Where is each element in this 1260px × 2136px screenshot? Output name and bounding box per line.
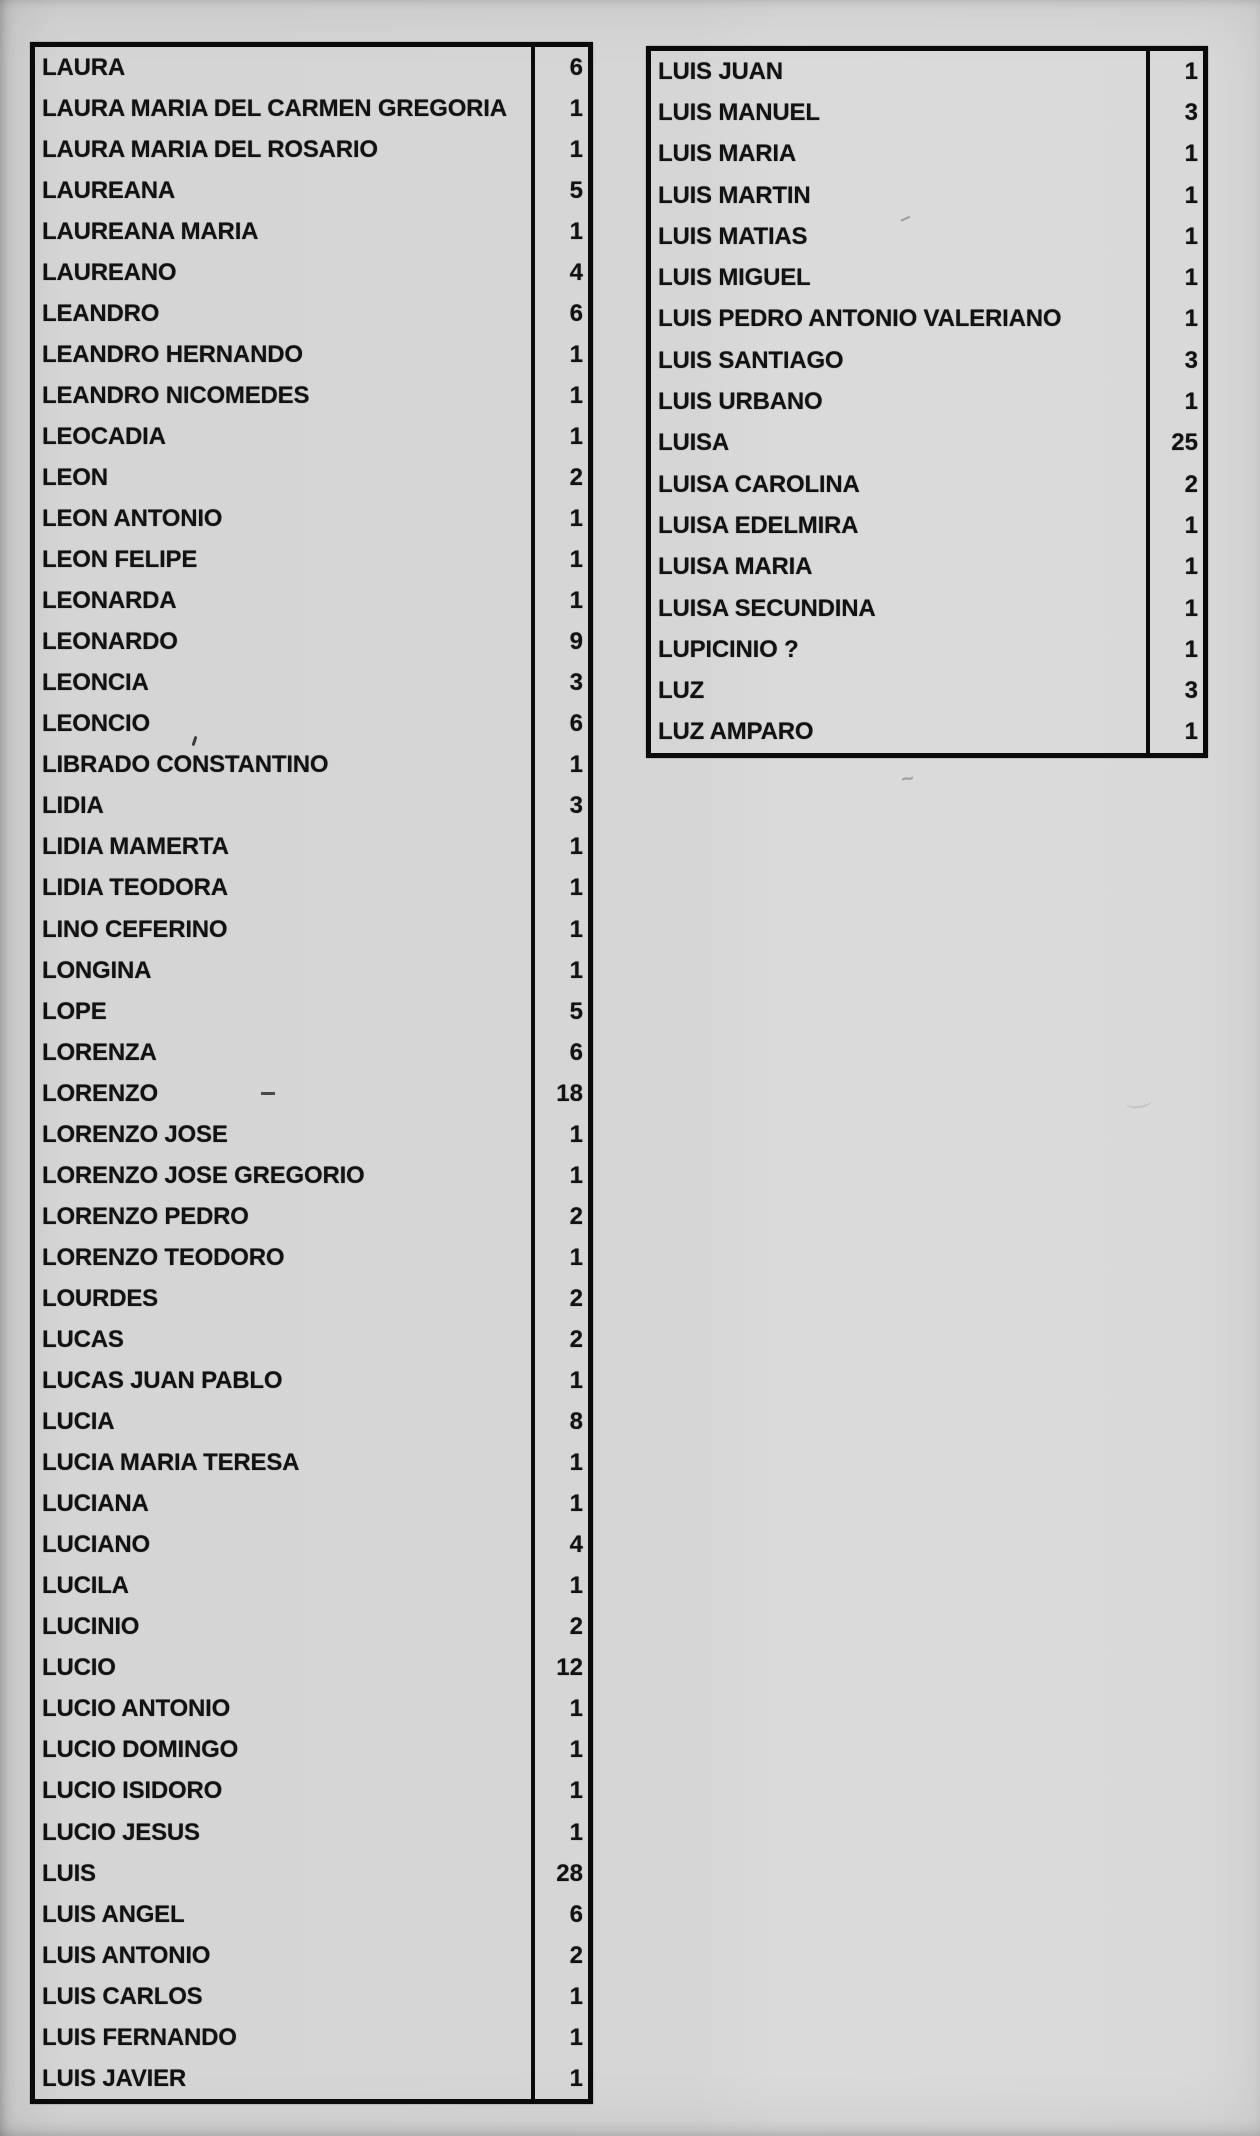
name-cell: LEON ANTONIO — [42, 505, 223, 533]
table-row — [35, 2017, 588, 2058]
count-cell: 1 — [1146, 381, 1203, 422]
count-cell: 2 — [531, 1196, 588, 1237]
count-cell: 6 — [531, 293, 588, 334]
name-cell: LUCIO ISIDORO — [42, 1777, 223, 1805]
table-row — [35, 1525, 588, 1566]
name-cell: LUIS ANGEL — [42, 1900, 185, 1928]
name-cell: LEONARDA — [42, 587, 177, 615]
table-row — [35, 1196, 588, 1237]
table-row — [651, 670, 1203, 711]
table-row — [35, 1278, 588, 1319]
count-cell: 1 — [531, 950, 588, 991]
table-row — [35, 1484, 588, 1525]
count-cell: 9 — [531, 622, 588, 663]
count-cell: 1 — [531, 334, 588, 375]
name-cell: LIDIA — [42, 792, 104, 820]
count-cell: 1 — [531, 581, 588, 622]
name-cell: LUIS URBANO — [658, 388, 823, 416]
count-cell: 1 — [531, 1730, 588, 1771]
count-cell: 1 — [531, 1443, 588, 1484]
table-row — [35, 704, 588, 745]
table-row — [35, 622, 588, 663]
name-cell: LUPICINIO ? — [658, 635, 799, 663]
name-cell: LEON FELIPE — [42, 546, 198, 574]
count-cell: 1 — [531, 540, 588, 581]
name-cell: LEANDRO — [42, 299, 160, 327]
table-row — [35, 416, 588, 457]
table-row — [35, 540, 588, 581]
count-cell: 1 — [531, 1237, 588, 1278]
count-cell: 1 — [1146, 588, 1203, 629]
table-row — [35, 1237, 588, 1278]
count-cell: 1 — [531, 2017, 588, 2058]
count-cell: 1 — [531, 1484, 588, 1525]
table-row — [651, 423, 1203, 464]
table-row — [35, 47, 588, 88]
name-count-table-left — [30, 42, 593, 2104]
table-row — [35, 1607, 588, 1648]
name-cell: LUCIO ANTONIO — [42, 1695, 231, 1723]
name-cell: LAUREANO — [42, 258, 177, 286]
count-cell: 3 — [1146, 340, 1203, 381]
table-row — [35, 1771, 588, 1812]
name-cell: LUCIANA — [42, 1490, 149, 1518]
count-cell: 1 — [531, 375, 588, 416]
name-cell: LUIS FERNANDO — [42, 2023, 237, 2051]
count-cell: 1 — [1146, 629, 1203, 670]
table-row — [35, 1648, 588, 1689]
table-row — [35, 950, 588, 991]
name-cell: LIDIA MAMERTA — [42, 833, 229, 861]
table-row — [35, 499, 588, 540]
table-row — [651, 51, 1203, 92]
name-cell: LOURDES — [42, 1284, 158, 1312]
count-cell: 5 — [531, 170, 588, 211]
name-cell: LEANDRO NICOMEDES — [42, 381, 310, 409]
table-row — [35, 663, 588, 704]
name-cell: LORENZO JOSE GREGORIO — [42, 1161, 365, 1189]
count-cell: 2 — [531, 1319, 588, 1360]
table-row — [35, 375, 588, 416]
name-cell: LUZ AMPARO — [658, 718, 814, 746]
table-row — [35, 293, 588, 334]
name-cell: LUISA SECUNDINA — [658, 594, 876, 622]
count-cell: 6 — [531, 47, 588, 88]
table-row — [651, 629, 1203, 670]
table-row — [35, 1730, 588, 1771]
name-cell: LEONARDO — [42, 628, 178, 656]
count-cell: 1 — [531, 1155, 588, 1196]
table-row — [35, 334, 588, 375]
name-cell: LUCIANO — [42, 1531, 150, 1559]
count-cell: 1 — [1146, 257, 1203, 298]
table-row — [35, 1032, 588, 1073]
count-cell: 1 — [531, 1771, 588, 1812]
count-cell: 1 — [531, 909, 588, 950]
table-row — [651, 505, 1203, 546]
count-cell: 2 — [1146, 464, 1203, 505]
count-cell: 1 — [531, 211, 588, 252]
name-cell: LEANDRO HERNANDO — [42, 340, 303, 368]
name-cell: LORENZO PEDRO — [42, 1202, 249, 1230]
table-row — [35, 1443, 588, 1484]
count-cell: 1 — [531, 1361, 588, 1402]
name-cell: LUIS — [42, 1859, 96, 1887]
table-row — [35, 1853, 588, 1894]
name-cell: LEONCIO — [42, 710, 150, 738]
scan-squiggle-below-table: ~ — [898, 764, 917, 793]
name-cell: LONGINA — [42, 956, 152, 984]
name-cell: LORENZA — [42, 1038, 157, 1066]
name-cell: LAURA MARIA DEL ROSARIO — [42, 135, 378, 163]
count-cell: 1 — [1146, 299, 1203, 340]
name-cell: LORENZO JOSE — [42, 1120, 228, 1148]
table-row — [651, 257, 1203, 298]
count-cell: 1 — [531, 1114, 588, 1155]
count-cell: 12 — [531, 1648, 588, 1689]
count-cell: 2 — [531, 1935, 588, 1976]
count-cell: 6 — [531, 1894, 588, 1935]
table-row — [35, 581, 588, 622]
table-row — [651, 216, 1203, 257]
name-cell: LUIS MANUEL — [658, 98, 820, 126]
table-row — [35, 1114, 588, 1155]
count-cell: 1 — [531, 499, 588, 540]
table-row — [35, 1935, 588, 1976]
count-cell: 2 — [531, 1607, 588, 1648]
name-cell: LUCAS JUAN PABLO — [42, 1367, 283, 1395]
table-row — [651, 340, 1203, 381]
table-row — [35, 1894, 588, 1935]
name-cell: LUCIO JESUS — [42, 1818, 200, 1846]
name-cell: LUIS ANTONIO — [42, 1941, 211, 1969]
count-cell: 3 — [531, 663, 588, 704]
name-cell: LUCIA MARIA TERESA — [42, 1449, 300, 1477]
name-cell: LEON — [42, 463, 108, 491]
table-row — [651, 464, 1203, 505]
count-cell: 5 — [531, 991, 588, 1032]
name-cell: LUIS MATIAS — [658, 222, 808, 250]
name-cell: LORENZO — [42, 1079, 158, 1107]
table-row — [35, 745, 588, 786]
count-cell: 25 — [1146, 423, 1203, 464]
count-cell: 3 — [1146, 92, 1203, 133]
name-cell: LAURA — [42, 53, 125, 81]
count-cell: 3 — [1146, 670, 1203, 711]
name-cell: LUISA — [658, 429, 730, 457]
name-cell: LUIS MIGUEL — [658, 264, 811, 292]
count-cell: 6 — [531, 704, 588, 745]
count-cell: 18 — [531, 1073, 588, 1114]
name-cell: LUISA EDELMIRA — [658, 511, 859, 539]
name-cell: LUCIO DOMINGO — [42, 1736, 239, 1764]
count-cell: 1 — [1146, 216, 1203, 257]
table-row — [651, 299, 1203, 340]
name-cell: LEONCIA — [42, 669, 149, 697]
count-cell: 1 — [531, 88, 588, 129]
table-row — [35, 129, 588, 170]
name-cell: LUCAS — [42, 1325, 124, 1353]
table-row — [35, 909, 588, 950]
table-row — [35, 2058, 588, 2099]
name-cell: LEOCADIA — [42, 422, 166, 450]
table-row — [35, 786, 588, 827]
count-cell: 1 — [531, 1566, 588, 1607]
count-cell: 1 — [531, 416, 588, 457]
count-cell: 2 — [531, 1278, 588, 1319]
name-cell: LUISA MARIA — [658, 553, 813, 581]
table-row — [35, 1402, 588, 1443]
table-row — [35, 1319, 588, 1360]
name-cell: LUIS JAVIER — [42, 2064, 187, 2092]
name-cell: LUIS PEDRO ANTONIO VALERIANO — [658, 305, 1062, 333]
count-cell: 1 — [1146, 712, 1203, 753]
table-row — [651, 588, 1203, 629]
name-cell: LUCIA — [42, 1408, 115, 1436]
name-cell: LIBRADO CONSTANTINO — [42, 751, 329, 779]
count-cell: 4 — [531, 252, 588, 293]
count-cell: 8 — [531, 1402, 588, 1443]
table-row — [35, 1155, 588, 1196]
table-row — [35, 88, 588, 129]
table-row — [651, 712, 1203, 753]
table-row — [35, 170, 588, 211]
table-row — [35, 1361, 588, 1402]
table-row — [35, 827, 588, 868]
name-cell: LUIS JUAN — [658, 57, 783, 85]
count-cell: 1 — [1146, 175, 1203, 216]
count-cell: 1 — [531, 868, 588, 909]
count-cell: 1 — [531, 1812, 588, 1853]
name-cell: LUCILA — [42, 1572, 129, 1600]
name-cell: LUIS MARTIN — [658, 181, 811, 209]
name-cell: LINO CEFERINO — [42, 915, 228, 943]
table-row — [35, 457, 588, 498]
count-cell: 1 — [531, 1976, 588, 2017]
name-cell: LUCINIO — [42, 1613, 140, 1641]
count-cell: 1 — [531, 1689, 588, 1730]
scan-smudge-right-margin — [1125, 1094, 1152, 1110]
count-cell: 1 — [1146, 547, 1203, 588]
table-row — [651, 134, 1203, 175]
count-cell: 1 — [531, 827, 588, 868]
name-cell: LUCIO — [42, 1654, 116, 1682]
name-cell: LAURA MARIA DEL CARMEN GREGORIA — [42, 94, 507, 122]
count-cell: 1 — [1146, 134, 1203, 175]
count-cell: 3 — [531, 786, 588, 827]
count-cell: 28 — [531, 1853, 588, 1894]
table-row — [651, 175, 1203, 216]
name-cell: LUISA CAROLINA — [658, 470, 860, 498]
name-cell: LUIS CARLOS — [42, 1982, 203, 2010]
count-cell: 1 — [1146, 505, 1203, 546]
name-cell: LIDIA TEODORA — [42, 874, 228, 902]
table-row — [35, 211, 588, 252]
table-row — [35, 868, 588, 909]
table-row — [35, 1689, 588, 1730]
count-cell: 1 — [531, 2058, 588, 2099]
table-row — [651, 92, 1203, 133]
count-cell: 4 — [531, 1525, 588, 1566]
name-cell: LUZ — [658, 677, 705, 705]
count-cell: 2 — [531, 457, 588, 498]
table-row — [651, 381, 1203, 422]
count-cell: 1 — [531, 129, 588, 170]
table-row — [35, 1073, 588, 1114]
name-cell: LORENZO TEODORO — [42, 1243, 285, 1271]
name-cell: LAUREANA MARIA — [42, 217, 259, 245]
table-row — [35, 1976, 588, 2017]
table-row — [35, 991, 588, 1032]
name-cell: LUIS MARIA — [658, 140, 796, 168]
table-row — [651, 547, 1203, 588]
name-count-table-right — [646, 46, 1208, 758]
count-cell: 1 — [531, 745, 588, 786]
name-cell: LUIS SANTIAGO — [658, 346, 844, 374]
name-cell: LAUREANA — [42, 176, 176, 204]
table-row — [35, 1566, 588, 1607]
table-row — [35, 1812, 588, 1853]
name-cell: LOPE — [42, 997, 107, 1025]
table-row — [35, 252, 588, 293]
count-cell: 6 — [531, 1032, 588, 1073]
count-cell: 1 — [1146, 51, 1203, 92]
